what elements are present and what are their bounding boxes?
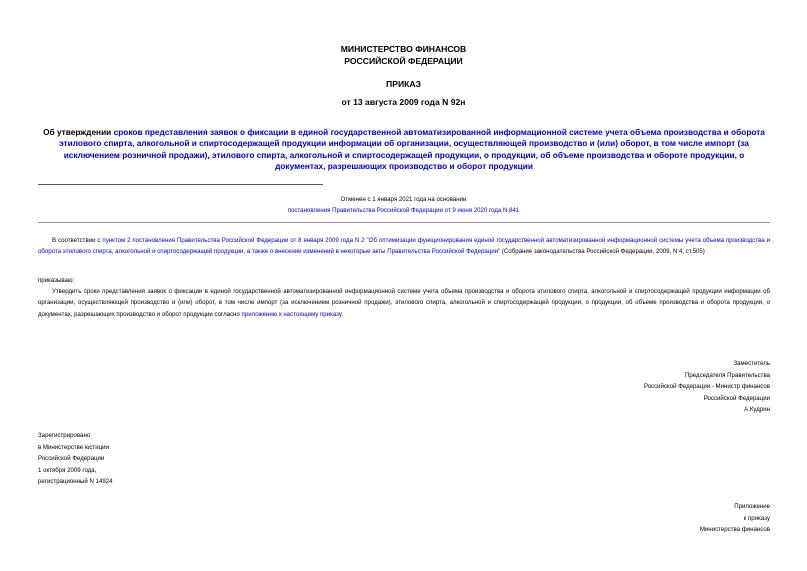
signature-line: А.Кудрин: [744, 406, 770, 413]
registration-line: в Министерстве юстиции: [38, 443, 109, 451]
status-link-line: [0, 207, 807, 214]
registration-line: 1 октября 2009 года,: [38, 466, 97, 474]
order-word: приказываю:: [38, 277, 75, 284]
status-link[interactable]: постановления Правительства Российской Федерации от 9 июня 2020 года N 841: [287, 207, 520, 214]
appendix-line: к приказу: [743, 514, 770, 522]
signature-line: Российской Федерации: [703, 394, 770, 402]
signature-line: Российской Федерации - Министр финансов: [643, 383, 770, 390]
ministry-line2: РОССИЙСКОЙ ФЕДЕРАЦИИ: [344, 56, 463, 66]
appendix-block: [700, 501, 770, 536]
doc-type: ПРИКАЗ: [386, 79, 421, 89]
registration-line: регистрационный N 14924: [38, 478, 113, 485]
signature-block: [644, 358, 770, 416]
body-end: .: [341, 310, 344, 318]
title-prefix: Об утверждении: [43, 127, 112, 137]
status-line: Отменен с 1 января 2021 года на основании: [340, 196, 467, 203]
divider-short: [38, 184, 323, 185]
date-number: от 13 августа 2009 года N 92н: [341, 97, 466, 107]
signature-line: Председателя Правительства: [685, 371, 770, 379]
ministry-line1: МИНИСТЕРСТВО ФИНАНСОВ: [340, 44, 467, 54]
registration-line: Российской Федерации: [38, 455, 105, 462]
registration-line: Зарегистрировано: [38, 432, 91, 439]
preamble-part2: (Собрание законодательства Российской Федерации, 2009, N 4, ст.505): [501, 248, 705, 256]
appendix-link[interactable]: приложению к настоящему приказу: [241, 310, 342, 318]
preamble: [38, 235, 770, 258]
appendix-line: Приложение: [734, 503, 770, 510]
preamble-link[interactable]: пунктом 2 постановления Правительства Российской Федерации от 8 января 2009 года N 2 "Об оптимизации функционирования единой государственной автоматизированной информационной системы учета объема производства и оборота этилового спирта, алкогольной и спиртосодержащей продукции, а также о внесении изменений в некоторые акты Правительства Российской Федерации": [38, 237, 770, 256]
signature-line: Заместитель: [733, 360, 770, 367]
order-body: [38, 286, 770, 320]
body-text: Утвердить сроки представления заявок о фиксации в единой государственной автоматизированной информационной системе учета объема производства и оборота этилового спирта, алкогольной и спиртосодержащей продукции информации об организации, осуществляющей производство и (или) оборот, в том числе импорт (за исключением розничной продажи), этилового спирта, алкогольной и спиртосодержащей продукции, о продукции, об объеме производства и оборота продукции, о документах, разрешающих производство и оборот продукции согласно: [38, 288, 770, 318]
title-link[interactable]: сроков представления заявок о фиксации в единой государственной автоматизированной информационной системе учета объема производства и оборота этилового спирта, алкогольной и спиртосодержащей продукции информации об организации, осуществляющей производство и (или) оборот, в том числе импорт (за исключением розничной продажи), этилового спирта, алкогольной и спиртосодержащей продукции, о продукции, об объеме производства и обороте продукции, о документах, разрешающих производство и оборот продукции: [59, 127, 765, 171]
document-title: [38, 127, 770, 172]
divider-long: [38, 222, 770, 223]
appendix-line: Министерства финансов: [699, 526, 770, 533]
preamble-part1: В соответствии с: [52, 237, 101, 244]
registration-block: [38, 430, 113, 488]
